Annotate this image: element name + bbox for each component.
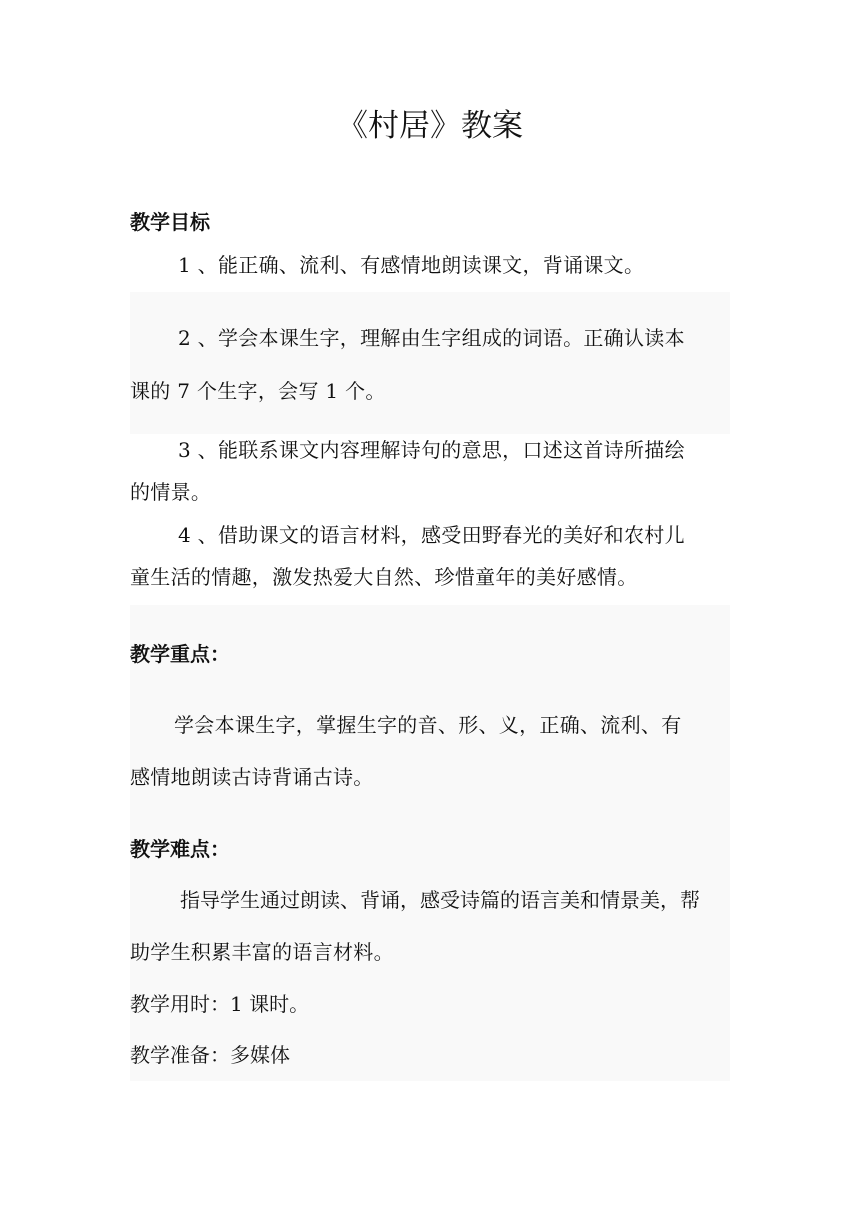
difficulties-heading: 教学难点： [130,837,230,861]
shaded-block-objective-2 [130,292,730,434]
key-points-line-2: 感情地朗读古诗背诵古诗。 [130,765,374,789]
objective-item-1: 1 、能正确、流利、有感情地朗读课文，背诵课文。 [178,253,645,277]
objective-item-3-line-1: 3 、能联系课文内容理解诗句的意思，口述这首诗所描绘 [178,438,685,462]
key-points-line-1: 学会本课生字，掌握生字的音、形、义，正确、流利、有 [174,713,682,737]
teaching-preparation: 教学准备：多媒体 [130,1043,290,1067]
difficulties-line-2: 助学生积累丰富的语言材料。 [130,940,394,964]
document-title: 《村居》教案 [337,108,523,144]
objective-item-3-line-2: 的情景。 [130,480,212,504]
teaching-duration: 教学用时：1 课时。 [130,992,310,1016]
objective-item-4-line-2: 童生活的情趣，激发热爱大自然、珍惜童年的美好感情。 [130,565,638,589]
objective-item-2-line-1: 2 、学会本课生字，理解由生字组成的词语。正确认读本 [178,326,685,350]
objective-item-4-line-1: 4 、借助课文的语言材料，感受田野春光的美好和农村儿 [178,523,685,547]
objectives-heading: 教学目标 [130,210,210,234]
difficulties-line-1: 指导学生通过朗读、背诵，感受诗篇的语言美和情景美，帮 [180,888,700,912]
objective-item-2-line-2: 课的 7 个生字，会写 1 个。 [130,379,386,403]
key-points-heading: 教学重点： [130,642,230,666]
